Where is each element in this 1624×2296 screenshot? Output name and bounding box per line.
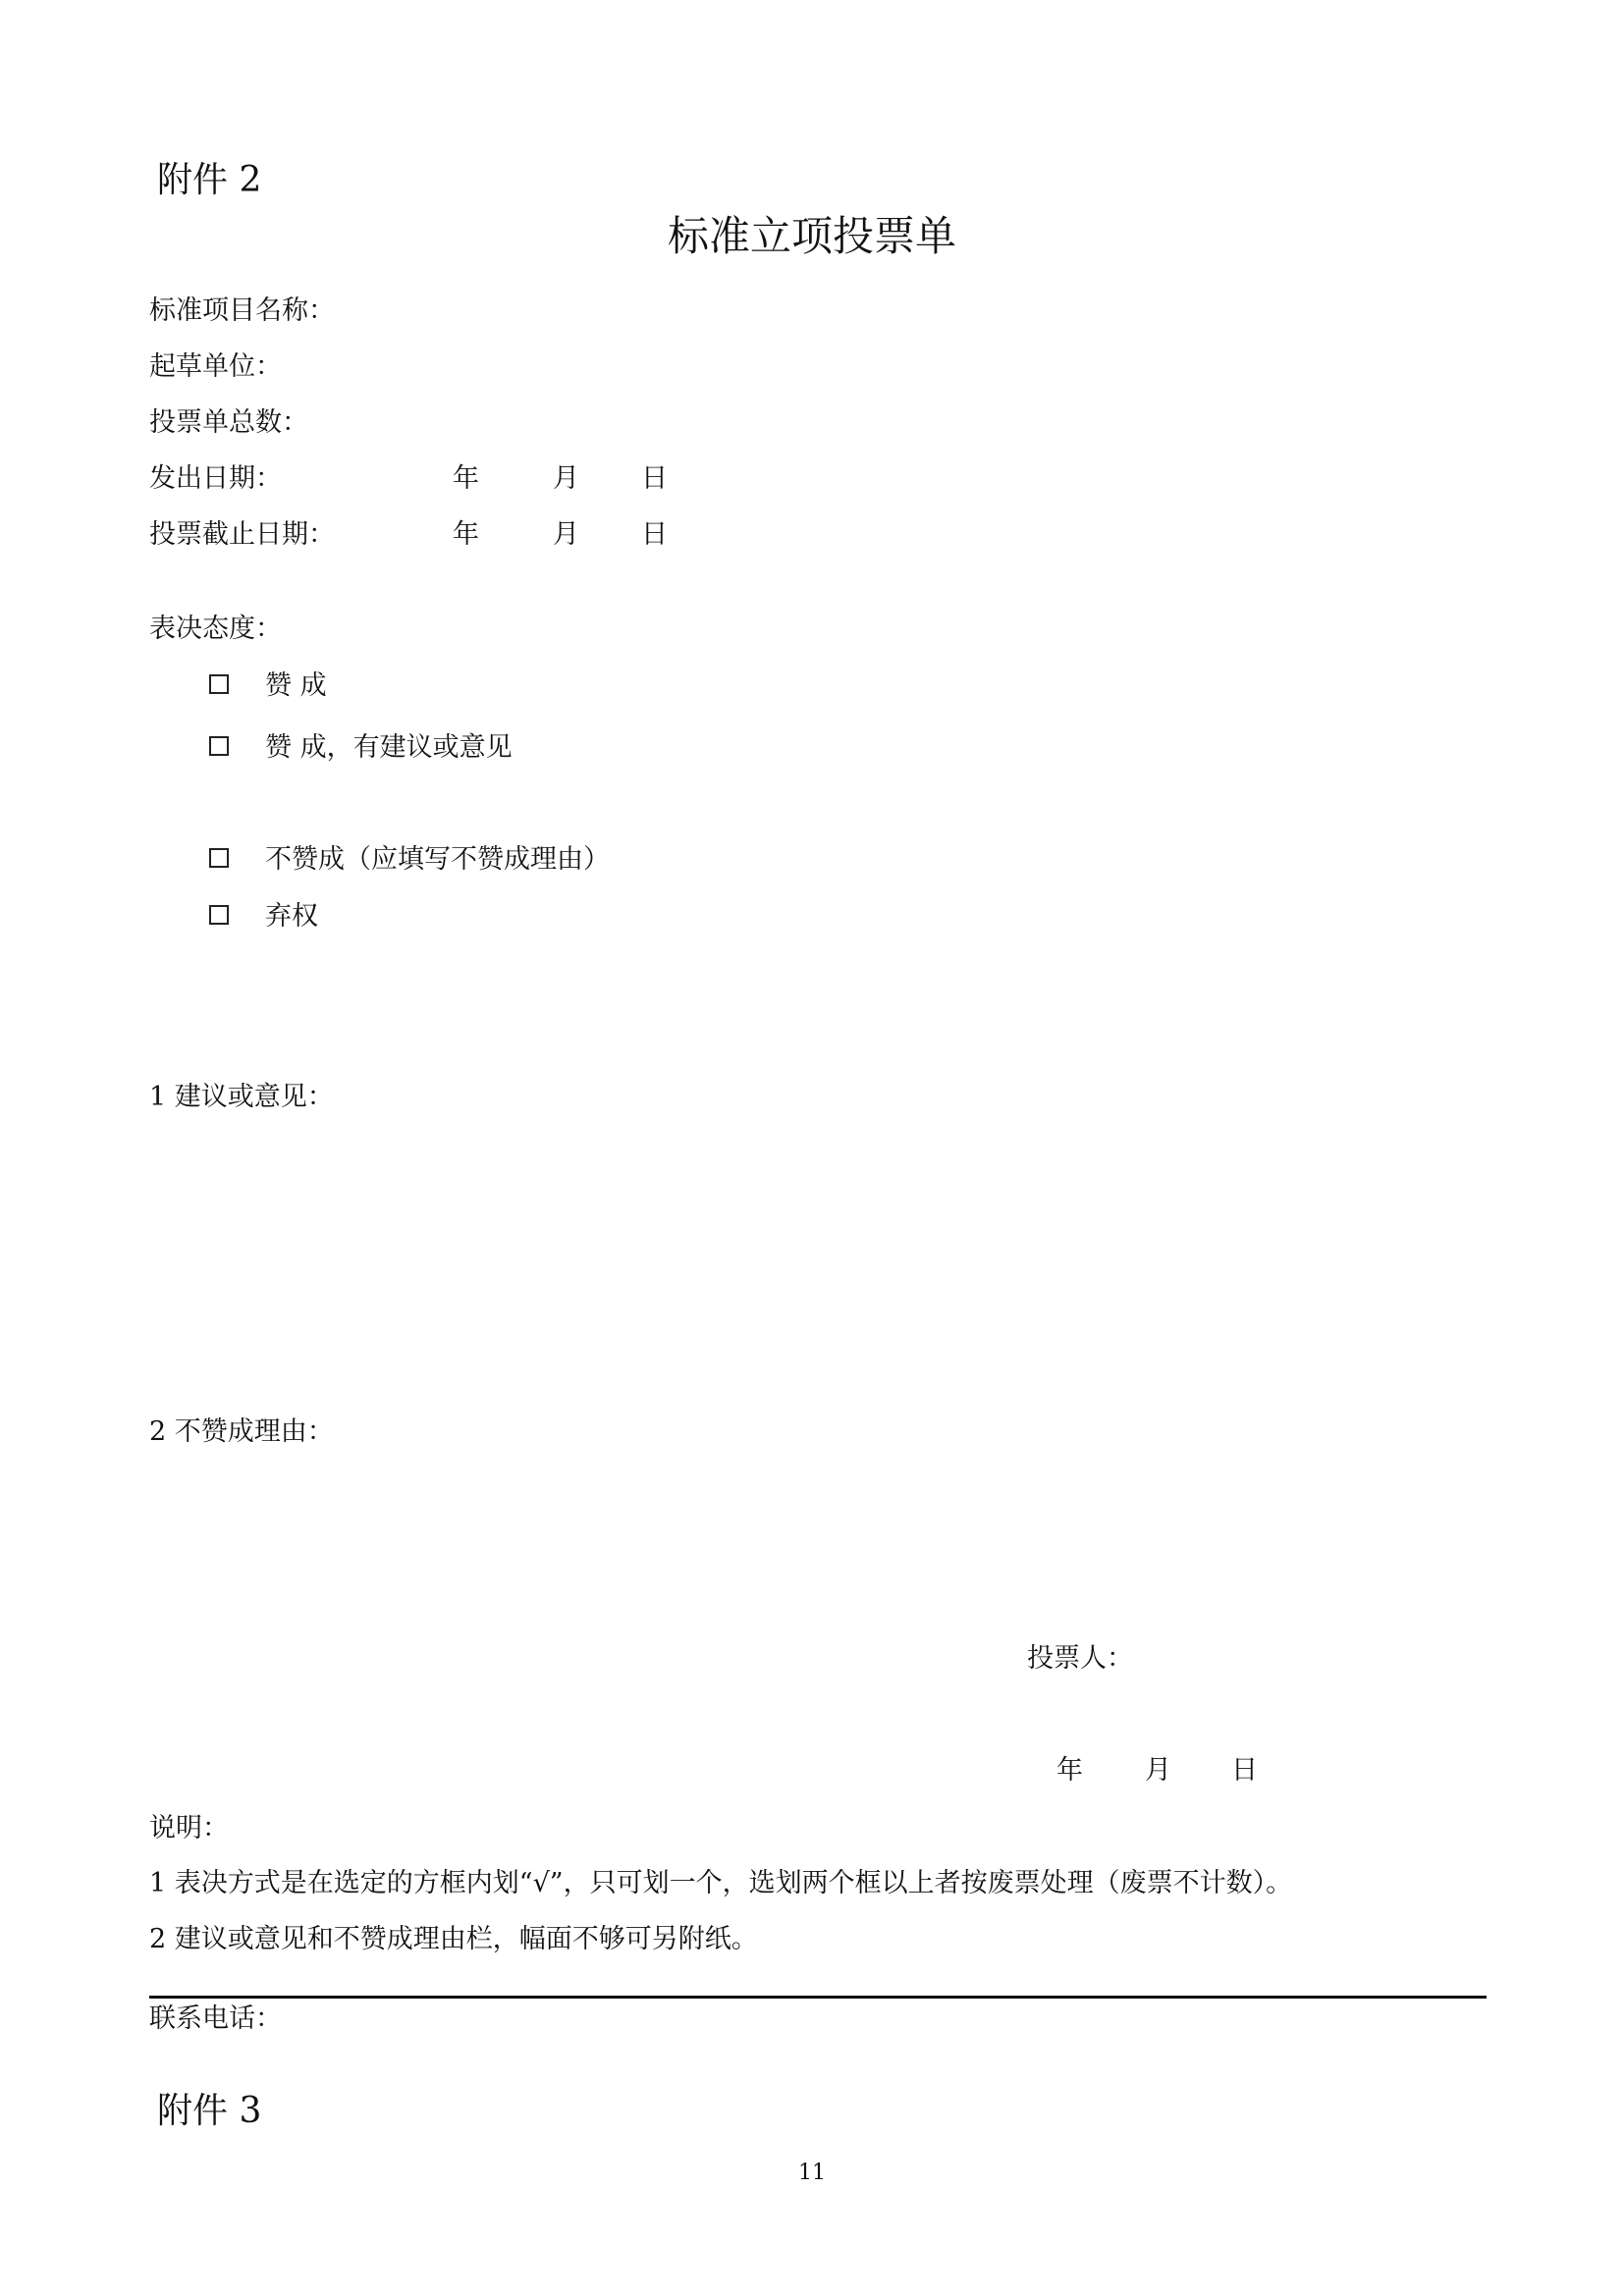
issue-date-month: 月 <box>553 463 579 494</box>
deadline-label: 投票截止日期： <box>149 519 335 550</box>
deadline-month: 月 <box>553 519 579 550</box>
annex-label-bottom: 附件 3 <box>157 2091 262 2131</box>
issue-date-day: 日 <box>641 463 668 494</box>
checkbox-abstain[interactable] <box>209 905 229 925</box>
checkbox-approve[interactable] <box>209 674 229 694</box>
note-item-1: 1 表决方式是在选定的方框内划“√”，只可划一个，选划两个框以上者按废票处理（废票不计数）。 <box>149 1868 1293 1898</box>
issue-date-label: 发出日期： <box>149 463 282 494</box>
vote-attitude-label: 表决态度： <box>149 614 282 644</box>
deadline-day: 日 <box>641 519 668 550</box>
checkbox-disapprove[interactable] <box>209 848 229 868</box>
drafting-unit-label: 起草单位： <box>149 351 282 382</box>
voter-label: 投票人： <box>1027 1643 1133 1674</box>
option-abstain-label: 弃权 <box>265 901 318 932</box>
deadline-year: 年 <box>453 519 479 550</box>
signature-year: 年 <box>1056 1755 1083 1786</box>
option-disapprove-label: 不赞成（应填写不赞成理由） <box>265 844 610 875</box>
total-ballots-label: 投票单总数： <box>149 407 308 438</box>
reasons-section-label: 2 不赞成理由： <box>149 1416 334 1447</box>
option-approve-with-comments-label: 赞 成，有建议或意见 <box>265 732 513 763</box>
signature-month: 月 <box>1145 1755 1171 1786</box>
option-approve-label: 赞 成 <box>265 670 327 701</box>
note-item-2: 2 建议或意见和不赞成理由栏，幅面不够可另附纸。 <box>149 1924 758 1954</box>
divider-line <box>149 1996 1487 1999</box>
issue-date-year: 年 <box>453 463 479 494</box>
project-name-label: 标准项目名称： <box>149 295 335 326</box>
page-title: 标准立项投票单 <box>667 212 956 260</box>
signature-day: 日 <box>1231 1755 1258 1786</box>
contact-phone-label: 联系电话： <box>149 2003 282 2034</box>
checkbox-approve-with-comments[interactable] <box>209 736 229 756</box>
notes-heading: 说明： <box>149 1813 229 1843</box>
suggestions-section-label: 1 建议或意见： <box>149 1082 334 1112</box>
page-number: 11 <box>798 2161 826 2185</box>
annex-label-top: 附件 2 <box>157 160 262 200</box>
